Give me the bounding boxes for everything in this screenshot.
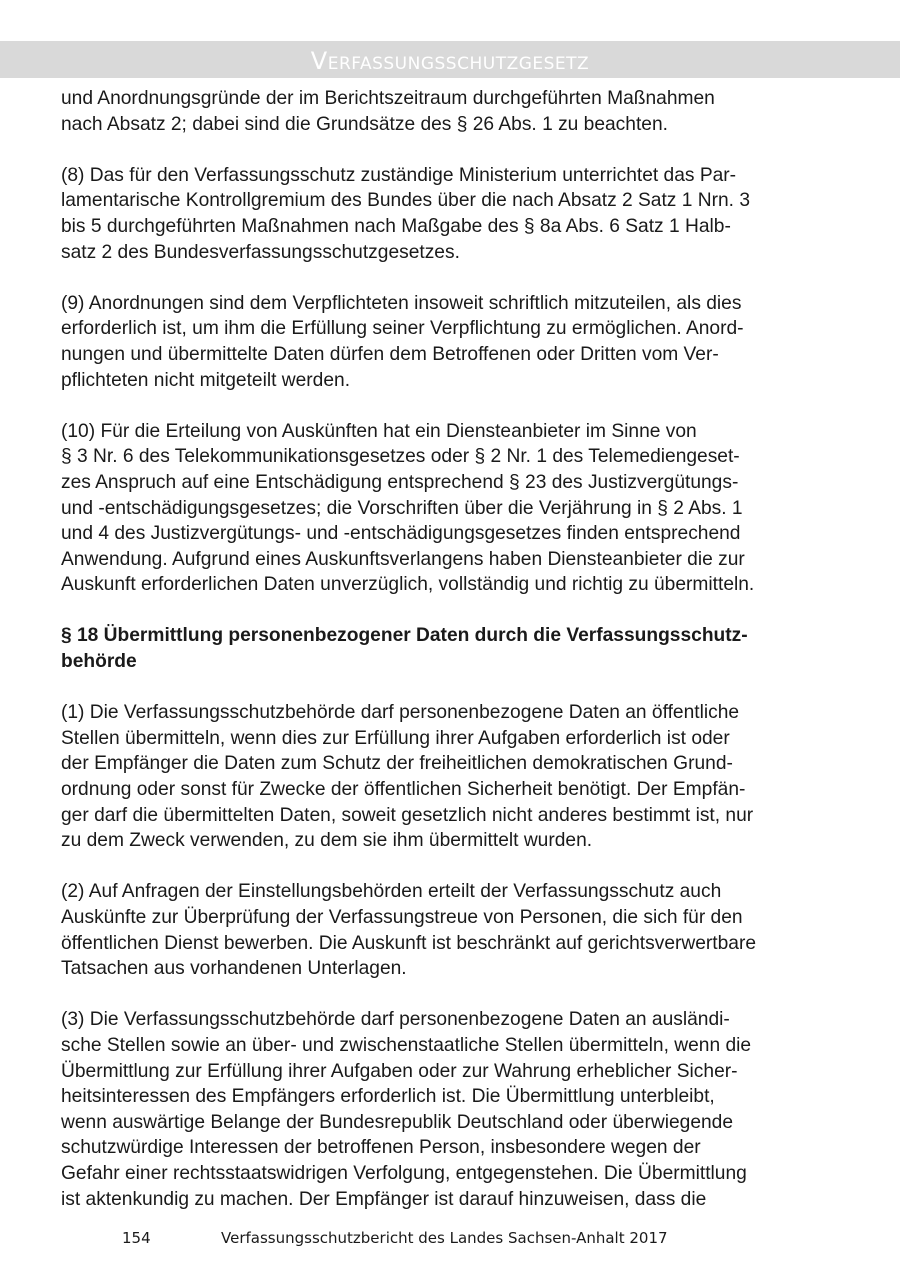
text-line: sche Stellen sowie an über- und zwischenstaatliche Stellen übermitteln, wenn die bbox=[61, 1034, 752, 1056]
paragraph-gap bbox=[61, 982, 841, 1008]
paragraph bbox=[61, 419, 841, 598]
paragraph bbox=[61, 163, 841, 265]
text-line: öffentlichen Dienst bewerben. Die Auskunft ist beschränkt auf gerichtsverwertbare bbox=[61, 932, 757, 954]
text-line: Übermittlung zur Erfüllung ihrer Aufgaben oder zur Wahrung erheblicher Sicher- bbox=[61, 1060, 738, 1082]
text-line: Auskünfte zur Überprüfung der Verfassungstreue von Personen, die sich für den bbox=[61, 907, 743, 928]
text-line: (1) Die Verfassungsschutzbehörde darf personenbezogene Daten an öffentliche bbox=[61, 702, 740, 724]
text-line: und Anordnungsgründe der im Berichtszeitraum durchgeführten Maßnahmen bbox=[61, 88, 715, 109]
text-line: ist aktenkundig zu machen. Der Empfänger ist darauf hinzuweisen, dass die bbox=[61, 1188, 707, 1210]
page-body bbox=[61, 86, 841, 1212]
text-line: (9) Anordnungen sind dem Verpflichteten insoweit schriftlich mitzuteilen, als dies bbox=[61, 292, 742, 314]
text-line: bis 5 durchgeführten Maßnahmen nach Maßgabe des § 8a Abs. 6 Satz 1 Halb- bbox=[61, 215, 731, 237]
text-line: heitsinteressen des Empfängers erforderlich ist. Die Übermittlung unterbleibt, bbox=[61, 1086, 715, 1108]
text-line: ger darf die übermittelten Daten, soweit gesetzlich nicht anderes bestimmt ist, nur bbox=[61, 804, 754, 826]
paragraph-gap bbox=[61, 393, 841, 419]
running-header-title: Verfassungsschutzgesetz bbox=[310, 47, 590, 75]
paragraph bbox=[61, 86, 841, 137]
text-line: § 3 Nr. 6 des Telekommunikationsgesetzes oder § 2 Nr. 1 des Telemediengeset- bbox=[61, 446, 740, 468]
text-line: (3) Die Verfassungsschutzbehörde darf personenbezogene Daten an ausländi- bbox=[61, 1009, 730, 1031]
text-line: der Empfänger die Daten zum Schutz der freiheitlichen demokratischen Grund- bbox=[61, 753, 733, 775]
text-line: Stellen übermitteln, wenn dies zur Erfüllung ihrer Aufgaben erforderlich ist oder bbox=[61, 727, 730, 749]
text-line: schutzwürdige Interessen der betroffenen Person, insbesondere wegen der bbox=[61, 1137, 701, 1159]
paragraph-gap bbox=[61, 137, 841, 163]
text-line: Tatsachen aus vorhandenen Unterlagen. bbox=[61, 958, 407, 980]
text-line: Auskunft erforderlichen Daten unverzüglich, vollständig und richtig zu übermitteln. bbox=[61, 574, 755, 596]
text-line: zes Anspruch auf eine Entschädigung entsprechend § 23 des Justizvergütungs- bbox=[61, 471, 739, 493]
text-line: erforderlich ist, um ihm die Erfüllung seiner Verpflichtung zu ermöglichen. Anord- bbox=[61, 318, 744, 340]
section-heading bbox=[61, 623, 841, 674]
text-line: (8) Das für den Verfassungsschutz zuständige Ministerium unterrichtet das Par- bbox=[61, 164, 737, 186]
paragraph bbox=[61, 1007, 841, 1212]
paragraph-gap bbox=[61, 598, 841, 624]
page-footer bbox=[0, 1229, 900, 1251]
heading-line: § 18 Übermittlung personenbezogener Daten durch die Verfassungsschutz- bbox=[61, 625, 748, 647]
paragraph bbox=[61, 291, 841, 393]
paragraph-gap bbox=[61, 675, 841, 701]
footer-title: Verfassungsschutzbericht des Landes Sachsen-Anhalt 2017 bbox=[221, 1229, 668, 1247]
text-line: satz 2 des Bundesverfassungsschutzgesetzes. bbox=[61, 241, 460, 263]
text-line: nach Absatz 2; dabei sind die Grundsätze des § 26 Abs. 1 zu beachten. bbox=[61, 113, 668, 135]
text-line: ordnung oder sonst für Zwecke der öffentlichen Sicherheit benötigt. Der Empfän- bbox=[61, 779, 746, 801]
text-line: pflichteten nicht mitgeteilt werden. bbox=[61, 369, 351, 391]
text-line: lamentarische Kontrollgremium des Bundes über die nach Absatz 2 Satz 1 Nrn. 3 bbox=[61, 190, 750, 212]
text-line: zu dem Zweck verwenden, zu dem sie ihm übermittelt wurden. bbox=[61, 830, 593, 852]
text-line: nungen und übermittelte Daten dürfen dem Betroffenen oder Dritten vom Ver- bbox=[61, 343, 719, 365]
text-line: Gefahr einer rechtsstaatswidrigen Verfolgung, entgegenstehen. Die Übermittlung bbox=[61, 1162, 747, 1184]
text-line: (10) Für die Erteilung von Auskünften hat ein Diensteanbieter im Sinne von bbox=[61, 420, 697, 442]
paragraph bbox=[61, 700, 841, 854]
text-line: wenn auswärtige Belange der Bundesrepublik Deutschland oder überwiegende bbox=[61, 1111, 734, 1133]
text-line: und 4 des Justizvergütungs- und -entschädigungsgesetzes finden entsprechend bbox=[61, 523, 741, 545]
page-number: 154 bbox=[122, 1229, 151, 1247]
text-line: (2) Auf Anfragen der Einstellungsbehörden erteilt der Verfassungsschutz auch bbox=[61, 881, 722, 903]
paragraph-gap bbox=[61, 265, 841, 291]
paragraph bbox=[61, 879, 841, 981]
text-line: Anwendung. Aufgrund eines Auskunftsverlangens haben Diensteanbieter die zur bbox=[61, 548, 745, 570]
running-header bbox=[0, 41, 900, 78]
paragraph-gap bbox=[61, 854, 841, 880]
heading-line: behörde bbox=[61, 651, 137, 673]
text-line: und -entschädigungsgesetzes; die Vorschriften über die Verjährung in § 2 Abs. 1 bbox=[61, 497, 743, 519]
